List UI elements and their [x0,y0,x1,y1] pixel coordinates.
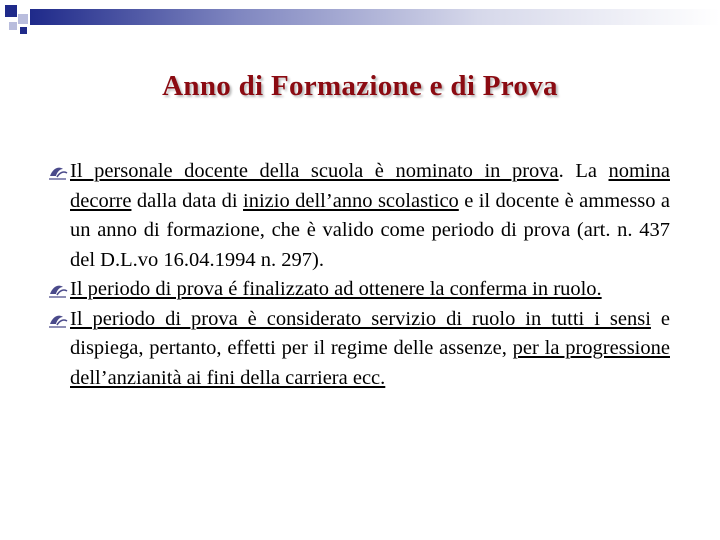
text-span: nomina decorre [70,160,670,212]
text-span: Il periodo di prova è considerato servizio di ruolo in tutti i sensi [70,307,651,330]
text-span: Il personale docente della scuola è nominato in prova [70,160,559,182]
decor-square-light [18,14,28,24]
slide-body [48,157,670,393]
slide-title: Anno di Formazione e di Prova [162,70,558,102]
text-span: . La [558,160,609,182]
text-span: Il periodo di prova é finalizzato ad ottenere la conferma in ruolo. [70,278,602,300]
text-span: per la progressione dell’anzianità ai fini della carriera ecc. [70,337,670,389]
text-span: dalla data di [131,189,244,212]
decor-square-dark [20,27,27,34]
fancy-script-bullet-icon [48,163,68,181]
text-span: inizio dell’anno scolastico [243,189,459,212]
header-decoration [0,0,720,40]
paragraph [48,157,670,275]
paragraph [48,305,670,394]
decor-square-light [9,22,17,30]
fancy-script-bullet-icon [48,311,68,329]
paragraph [48,275,670,305]
decor-square-dark [5,5,17,17]
fancy-script-bullet-icon [48,281,68,299]
gradient-bar [30,9,720,25]
text-span: e dispiega, pertanto, effetti per il regime delle assenze, [70,307,671,359]
text-span: e il docente è ammesso a un anno di formazione, che è valido come periodo di prova (art. n. 437 del D.L.vo 16.04.1994 n. 297). [70,189,670,271]
